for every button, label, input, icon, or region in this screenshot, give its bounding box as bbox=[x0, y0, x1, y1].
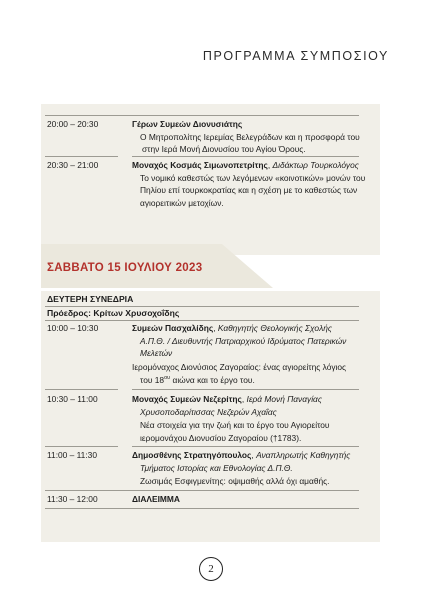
item-content: Δημοσθένης Στρατηγόπουλος, Αναπληρωτής Καθηγητής bbox=[132, 450, 351, 460]
item-time: 10:30 – 11:00 bbox=[47, 394, 98, 404]
talk-title-line: ιερομονάχου Διονυσίου Ζαγοραίου (†1783). bbox=[140, 432, 302, 443]
page-title: ΠΡΟΓΡΑΜΜΑ ΣΥΜΠΟΣΙΟΥ bbox=[202, 49, 389, 63]
schedule-panel-evening bbox=[41, 104, 380, 255]
talk-title-line: αιώνα και το έργο του. bbox=[170, 374, 255, 385]
item-role-continued bbox=[132, 335, 372, 360]
talk-title-line: αγιορειτικών μετοχίων. bbox=[140, 197, 224, 208]
item-content: Μοναχός Κοσμάς Σιμωνοπετρίτης, Διδάκτωρ Τουρκολόγος bbox=[132, 160, 359, 170]
role-line: Τμήματος Ιστορίας και Εθνολογίας Δ.Π.Θ. bbox=[140, 462, 293, 473]
talk-title-line: Ο Μητροπολίτης Ιερεμίας Βελεγράδων και η προσφορά του bbox=[140, 131, 360, 142]
divider bbox=[45, 156, 118, 157]
superscript: ου bbox=[164, 374, 171, 381]
break-label: ΔΙΑΛΕΙΜΜΑ bbox=[132, 494, 180, 504]
item-talk-title bbox=[132, 475, 372, 488]
divider bbox=[45, 306, 359, 307]
session-title: ΔΕΥΤΕΡΗ ΣΥΝΕΔΡΙΑ bbox=[47, 294, 134, 304]
talk-title-line: Νέα στοιχεία για την ζωή και το έργο του Αγιορείτου bbox=[140, 420, 330, 430]
talk-title-line: Το νομικό καθεστώς των λεγόμενων «κοινοτικών» μονών του bbox=[140, 172, 366, 183]
talk-title-line: του 18 bbox=[140, 374, 165, 385]
page-number: 2 bbox=[199, 557, 223, 581]
item-role-continued bbox=[132, 406, 372, 419]
item-time: 11:00 – 11:30 bbox=[47, 450, 97, 460]
role-line: Χρυσοποδαρίτισσας Νεζερών Αχαΐας bbox=[140, 406, 277, 417]
divider bbox=[132, 389, 359, 390]
item-content bbox=[132, 493, 372, 506]
item-speaker: Μοναχός Κοσμάς Σιμωνοπετρίτης bbox=[132, 160, 268, 170]
talk-title-line: Ιερομόναχος Διονύσιος Ζαγοραίος: ένας αγιορείτης λόγιος bbox=[132, 362, 347, 372]
divider bbox=[132, 446, 359, 447]
item-role: Διδάκτωρ Τουρκολόγος bbox=[272, 160, 359, 170]
talk-title-line: Πηλίου επί τουρκοκρατίας και η σχέση με το καθεστώς των bbox=[140, 185, 358, 195]
item-talk-title bbox=[132, 361, 372, 386]
talk-title-line: στην Ιερά Μονή Διονυσίου του Αγίου Όρους. bbox=[142, 144, 306, 154]
divider bbox=[132, 156, 359, 157]
item-speaker: Δημοσθένης Στρατηγόπουλος bbox=[132, 450, 252, 460]
divider bbox=[45, 508, 359, 509]
item-time: 20:00 – 20:30 bbox=[47, 119, 99, 129]
schedule-panel-session bbox=[41, 291, 380, 542]
item-speaker: Συμεών Πασχαλίδης bbox=[132, 323, 214, 333]
item-talk-title bbox=[132, 419, 372, 444]
divider bbox=[45, 446, 118, 447]
divider bbox=[45, 115, 359, 116]
item-speaker: Γέρων Συμεών Διονυσιάτης bbox=[132, 119, 243, 129]
item-content: Συμεών Πασχαλίδης, Καθηγητής Θεολογικής Σχολής bbox=[132, 323, 332, 333]
item-time: 20:30 – 21:00 bbox=[47, 160, 99, 170]
divider bbox=[45, 320, 359, 321]
item-time: 11:30 – 12:00 bbox=[47, 494, 98, 504]
divider bbox=[45, 490, 359, 491]
item-content: Μοναχός Συμεών Νεζερίτης, Ιερά Μονή Παναγίας bbox=[132, 394, 322, 404]
session-chair: Πρόεδρος: Κρίτων Χρυσοχοΐδης bbox=[47, 308, 180, 318]
role-line: Μελετών bbox=[140, 348, 173, 358]
item-content bbox=[132, 118, 372, 131]
item-role: Αναπληρωτής Καθηγητής bbox=[256, 450, 351, 460]
talk-title-line: Ζωσιμάς Εσφιγμενίτης: οψιμαθής αλλά όχι αμαθής. bbox=[140, 476, 330, 486]
item-speaker: Μοναχός Συμεών Νεζερίτης bbox=[132, 394, 242, 404]
item-role: Καθηγητής Θεολογικής Σχολής bbox=[217, 323, 332, 333]
item-talk-title bbox=[132, 172, 372, 210]
day-title: ΣΑΒΒΑΤΟ 15 ΙΟΥΛΙΟΥ 2023 bbox=[47, 262, 203, 274]
item-role: Ιερά Μονή Παναγίας bbox=[246, 394, 322, 404]
role-line: Α.Π.Θ. / Διευθυντής Πατριαρχικού Ιδρύματος Πατερικών bbox=[140, 335, 347, 346]
item-role-continued bbox=[132, 462, 372, 475]
divider bbox=[45, 389, 118, 390]
item-time: 10:00 – 10:30 bbox=[47, 323, 99, 333]
item-talk-title bbox=[132, 131, 372, 156]
